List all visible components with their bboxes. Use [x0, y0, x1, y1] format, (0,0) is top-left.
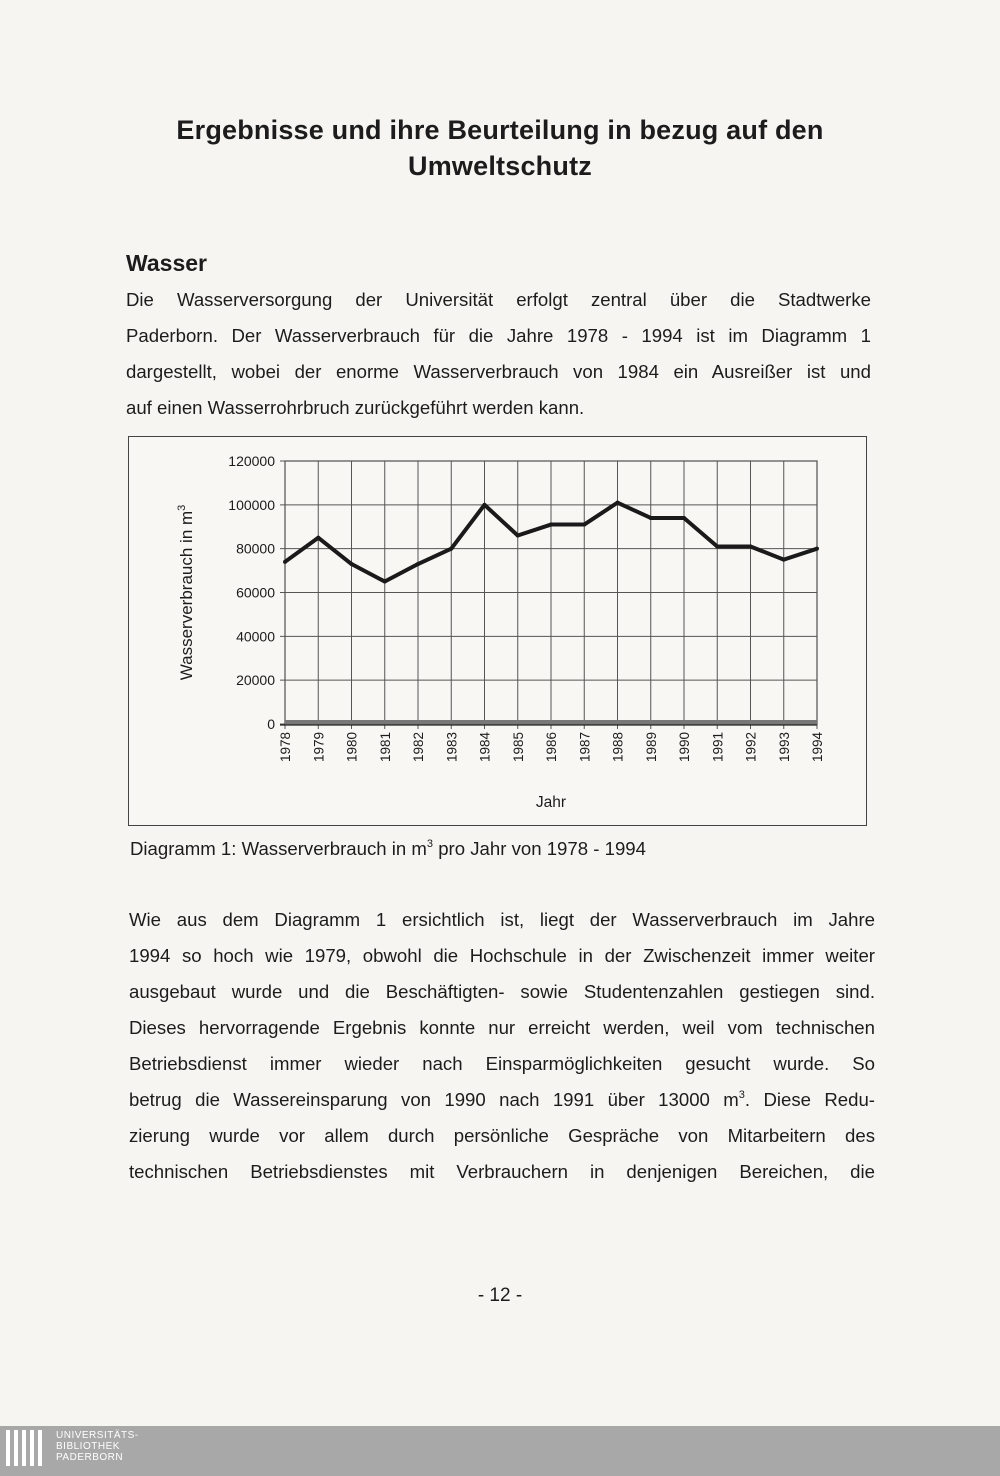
- paragraph-line: Paderborn. Der Wasserverbrauch für die Jahre 1978 - 1994 ist im Diagramm 1: [126, 325, 871, 346]
- paragraph-line: Wie aus dem Diagramm 1 ersichtlich ist, liegt der Wasserverbrauch im Jahre: [129, 909, 875, 930]
- paragraph-line: [129, 1082, 875, 1118]
- x-tick-label: 1988: [610, 732, 626, 763]
- intro-paragraph: [126, 282, 871, 426]
- library-logo-icon: [6, 1430, 48, 1470]
- data-point: [715, 544, 719, 548]
- x-tick-label: 1993: [776, 732, 792, 763]
- unit-superscript: 3: [738, 1089, 745, 1101]
- paragraph-line: Die Wasserversorgung der Universität erfolgt zentral über die Stadtwerke: [126, 289, 871, 310]
- x-tick-label: 1989: [643, 732, 659, 763]
- x-tick-label: 1990: [677, 732, 692, 763]
- data-point: [483, 503, 487, 507]
- paragraph-line: technischen Betriebsdienstes mit Verbrauchern in denjenigen Bereichen, die: [129, 1161, 875, 1182]
- data-point: [516, 534, 520, 538]
- x-tick-label: 1982: [411, 732, 426, 763]
- section-heading: Wasser: [126, 250, 207, 276]
- page-title: [100, 112, 900, 184]
- y-tick-label: 100000: [228, 496, 275, 513]
- y-tick-label: 0: [267, 716, 275, 732]
- paragraph-line: Dieses hervorragende Ergebnis konnte nur erreicht werden, weil vom technischen: [129, 1017, 875, 1038]
- data-point: [815, 547, 819, 551]
- data-point: [449, 547, 453, 551]
- y-axis-title-text: Wasserverbrauch in m: [177, 510, 196, 681]
- data-point: [749, 544, 753, 548]
- x-tick-label: 1978: [278, 732, 293, 763]
- data-point: [283, 560, 287, 564]
- paragraph-line: 1994 so hoch wie 1979, obwohl die Hochschule in der Zwischenzeit immer weiter: [129, 945, 875, 966]
- data-point: [616, 501, 620, 505]
- x-tick-label: 1992: [743, 732, 759, 763]
- library-name-line1: UNIVERSITÄTS-: [56, 1430, 139, 1441]
- library-logo-text: [56, 1430, 139, 1463]
- y-tick-label: 20000: [236, 672, 275, 689]
- y-tick-label: 40000: [236, 628, 275, 645]
- x-tick-label: 1987: [577, 732, 593, 763]
- body-paragraph: [129, 902, 875, 1190]
- data-point: [350, 562, 354, 566]
- y-axis-title: [176, 505, 196, 681]
- data-point: [416, 562, 420, 566]
- data-point: [682, 516, 686, 520]
- data-point: [782, 558, 786, 562]
- data-point: [383, 580, 387, 584]
- x-tick-label: 1986: [544, 732, 559, 763]
- data-point: [316, 536, 320, 540]
- page-title-line1: Ergebnisse und ihre Beurteilung in bezug auf den: [176, 115, 824, 145]
- paragraph-line: auf einen Wasserrohrbruch zurückgeführt werden kann.: [126, 397, 585, 418]
- y-tick-label: 120000: [228, 453, 275, 469]
- library-footer-bar: [0, 1426, 1000, 1476]
- x-tick-label: 1980: [344, 732, 360, 763]
- y-axis-title-superscript: 3: [176, 504, 188, 511]
- chart-caption: [130, 838, 646, 860]
- chart-floor-band: [285, 720, 817, 725]
- x-axis-title: Jahr: [535, 794, 567, 811]
- paragraph-line: dargestellt, wobei der enorme Wasserverbrauch von 1984 ein Ausreißer ist und: [126, 361, 871, 382]
- data-point: [649, 516, 653, 520]
- caption-superscript: 3: [426, 838, 434, 850]
- x-tick-label: 1981: [377, 732, 393, 763]
- x-tick-label: 1984: [477, 732, 493, 763]
- x-tick-label: 1983: [444, 732, 460, 763]
- y-tick-label: 80000: [236, 540, 275, 557]
- x-tick-label: 1991: [710, 732, 726, 763]
- data-point: [549, 523, 553, 527]
- caption-text: Diagramm 1: Wasserverbrauch in m: [130, 838, 427, 859]
- page-title-line2: Umweltschutz: [408, 151, 592, 181]
- paragraph-line: ausgebaut wurde und die Beschäftigten- sowie Studentenzahlen gestiegen sind.: [129, 981, 875, 1002]
- water-consumption-chart: [128, 436, 867, 826]
- caption-text-end: pro Jahr von 1978 - 1994: [433, 838, 646, 859]
- paragraph-line: zierung wurde vor allem durch persönliche Gespräche von Mitarbeitern des: [129, 1125, 875, 1146]
- library-name-line2: BIBLIOTHEK: [56, 1441, 120, 1452]
- library-name-line3: PADERBORN: [56, 1452, 124, 1463]
- x-tick-label: 1994: [810, 732, 825, 763]
- x-tick-label: 1979: [311, 732, 327, 763]
- page-number: - 12 -: [477, 1285, 523, 1306]
- chart-svg: [129, 437, 866, 825]
- paragraph-text: . Diese Redu-: [744, 1089, 876, 1110]
- paragraph-text: betrug die Wassereinsparung von 1990 nach 1991 über 13000 m: [129, 1089, 739, 1110]
- y-tick-label: 60000: [236, 584, 275, 601]
- data-point: [582, 523, 586, 527]
- paragraph-line: Betriebsdienst immer wieder nach Einsparmöglichkeiten gesucht wurde. So: [129, 1053, 875, 1074]
- x-tick-label: 1985: [510, 732, 526, 763]
